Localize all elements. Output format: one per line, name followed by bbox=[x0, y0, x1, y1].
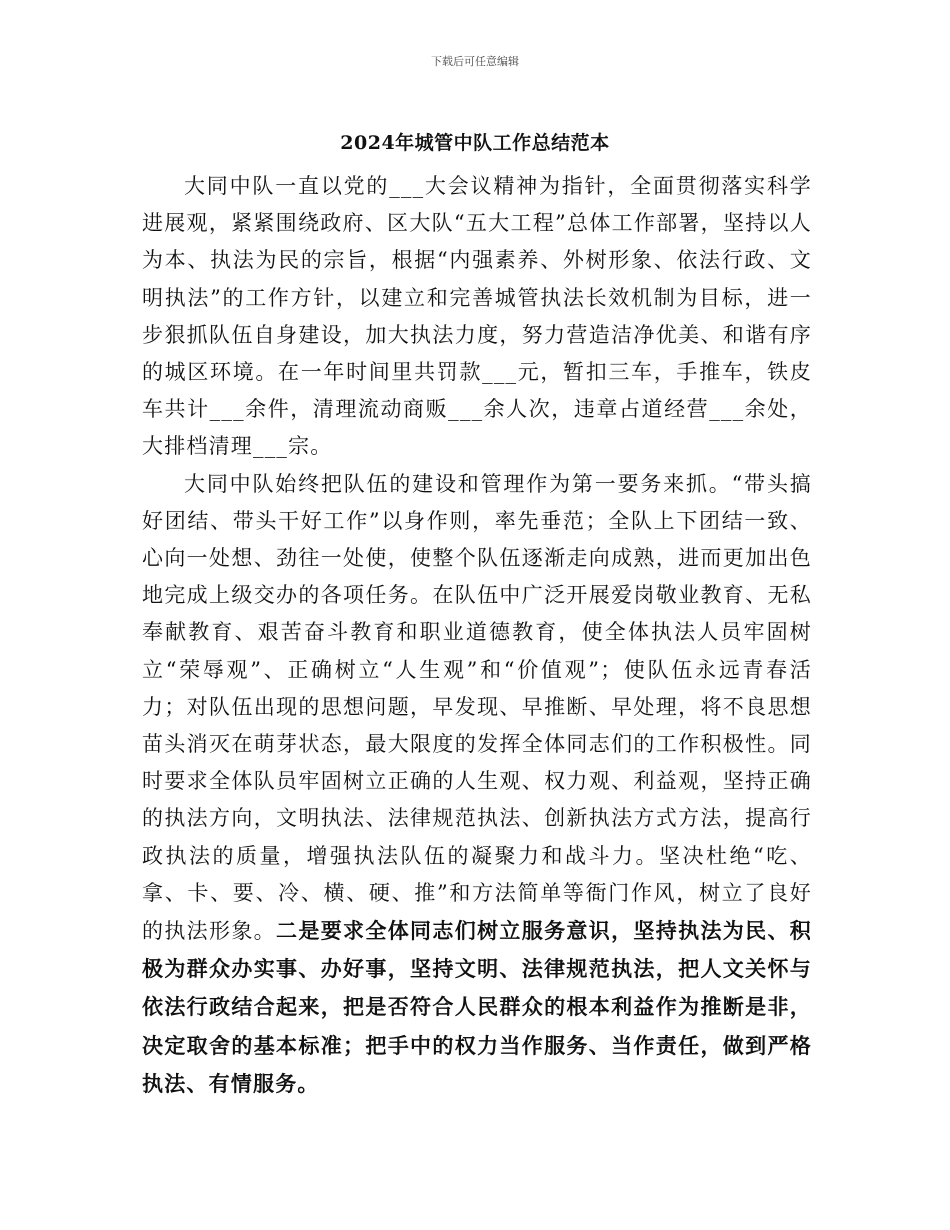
page-header-note: 下载后可任意编辑 bbox=[431, 55, 519, 68]
paragraph-1 bbox=[142, 168, 812, 466]
paragraph-2 bbox=[142, 466, 812, 1103]
document-title: 2024年城管中队工作总结范本 bbox=[340, 132, 610, 154]
paragraph-2-text: 大同中队始终把队伍的建设和管理作为第一要务来抓。“带头搞好团结、带头干好工作”以身作则，率先垂范；全队上下团结一致、心向一处想、劲往一处使，使整个队伍逐渐走向成熟，进而更加出色地完成上级交办的各项任务。在队伍中广泛开展爱岗敬业教育、无私奉献教育、艰苦奋斗教育和职业道德教育，使全体执法人员牢固树立“荣辱观”、正确树立“人生观”和“价值观”；使队伍永远青春活力；对队伍出现的思想问题，早发现、早推断、早处理，将不良思想苗头消灭在萌芽状态，最大限度的发挥全体同志们的工作积极性。同时要求全体队员牢固树立正确的人生观、权力观、利益观，坚持正确的执法方向，文明执法、法律规范执法、创新执法方式方法，提高行政执法的质量，增强执法队伍的凝聚力和战斗力。坚决杜绝“吃、拿、卡、要、冷、横、硬、推”和方法简单等衙门作风，树立了良好的执法形象。 bbox=[142, 471, 812, 944]
paragraph-2-bold-text: 二是要求全体同志们树立服务意识，坚持执法为民、积极为群众办实事、办好事，坚持文明、法律规范执法，把人文关怀与依法行政结合起来，把是否符合人民群众的根本利益作为推断是非，决定取舍的基本标准；把手中的权力当作服务、当作责任，做到严格执法、有情服务。 bbox=[142, 918, 812, 1096]
document-body bbox=[142, 168, 812, 1103]
paragraph-1-text: 大同中队一直以党的___大会议精神为指针，全面贯彻落实科学进展观，紧紧围绕政府、区大队“五大工程”总体工作部署，坚持以人为本、执法为民的宗旨，根据“内强素养、外树形象、依法行政、文明执法”的工作方针，以建立和完善城管执法长效机制为目标，进一步狠抓队伍自身建设，加大执法力度，努力营造洁净优美、和谐有序的城区环境。在一年时间里共罚款___元，暂扣三车，手推车，铁皮车共计___余件，清理流动商贩___余人次，违章占道经营___余处，大排档清理___宗。 bbox=[142, 174, 812, 459]
